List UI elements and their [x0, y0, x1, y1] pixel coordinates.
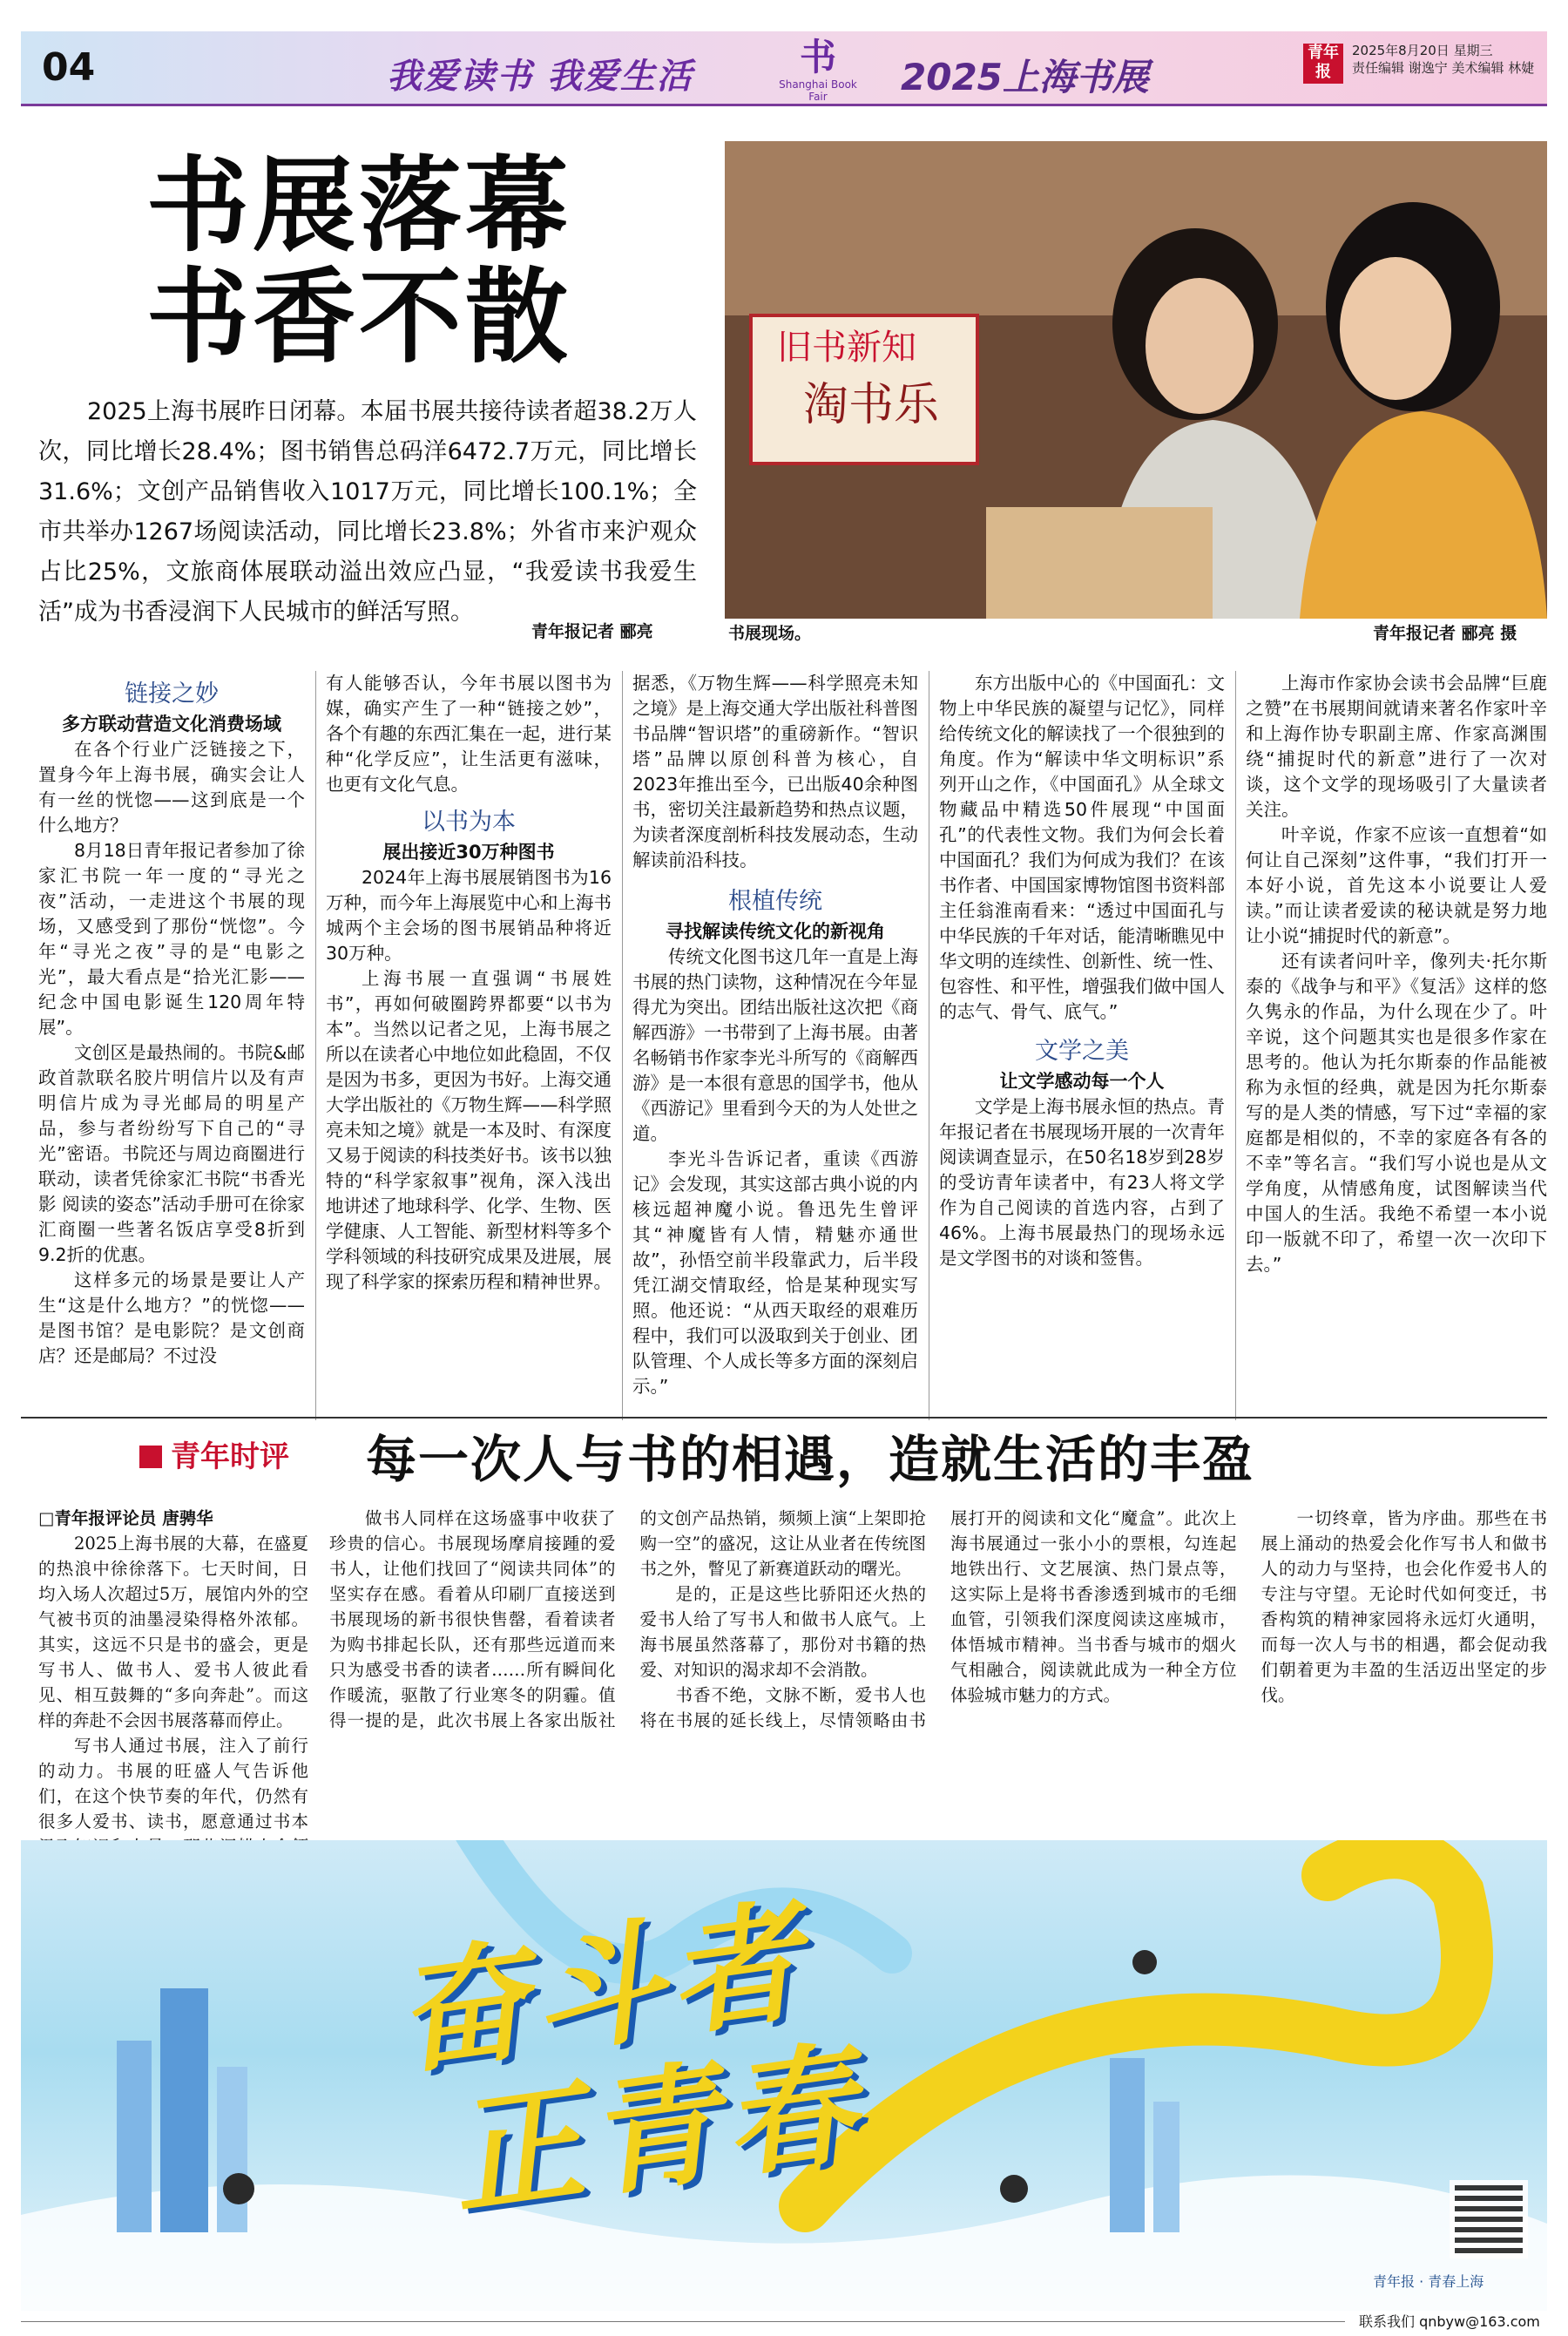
headline-line-2: 书香不散 [146, 257, 572, 377]
ad-brand: 青年报 · 青春上海 [1373, 2273, 1484, 2290]
commentary-columns [329, 1506, 1547, 1802]
commentary-title: 每一次人与书的相遇，造就生活的丰盈 [366, 1430, 1255, 1489]
article-paragraph: 东方出版中心的《中国面孔：文物上中华民族的凝望与记忆》，同样给传统文化的解读找了一个很独到的角度。作为“解读中华文明标识”系列开山之作，《中国面孔》从全球文物藏品中精选50件展现“中国面孔”的代表性文物。我们为何会长着中国面孔？我们为何成为我们？在该书作者、中国国家博物馆图书资料部主任翁淮南看来：“透过中国面孔与中华民族的千年对话，能清晰瞧见中华文明的连续性、创新性、统一性、包容性、和平性，增强我们做中国人的志气、骨气、底气。” [939, 673, 1225, 1022]
ad-slogan-line-2: 正青春 [441, 2027, 872, 2236]
issue-date: 2025年8月20日 星期三 [1352, 43, 1493, 58]
column-5 [1246, 671, 1547, 1277]
header-slogan: 我爱读书 我爱生活 [387, 57, 693, 97]
article-paragraph: 李光斗告诉记者，重读《西游记》会发现，其实这部古典小说的内核远超神魔小说。鲁迅先生曾评其“神魔皆有人情，精魅亦通世故”，孙悟空前半段靠武力，后半段凭江湖交情取经，恰是某种现实写照。他还说：“从西天取经的艰难历程中，我们可以汲取到关于创业、团队管理、个人成长等多方面的深刻启示。” [632, 1148, 918, 1397]
masthead [21, 31, 1547, 106]
footer-rule [21, 2321, 1345, 2322]
photo-caption: 书展现场。 [728, 624, 812, 643]
article-paragraph: 文创区是最热闹的。书院&邮政首款联名胶片明信片以及有声明信片成为寻光邮局的明星产品，参与者纷纷写下自己的“寻光”密语。书院还与周边商圈进行联动，读者凭徐家汇书院“书香光影 阅读的姿态”活动手册可在徐家汇商圈一些著名饭店享受8折到9.2折的优惠。 [38, 1042, 305, 1265]
section-subheading-books: 展出接近30万种图书 [382, 842, 555, 863]
column-4 [939, 671, 1225, 1271]
commentary-paragraph: 做书人同样在这场盛事中收获了珍贵的信心。书展现场摩肩接踵的爱书人，让他们找回了“阅读共同体”的坚实存在感。看着从印刷厂直接送到书展现场的新书很快售罄，看着读者为购书排起长队，还有那些远道而来只为感受书香的读者……所有瞬间化作暖流，驱散了行业寒冬的阴霾。值得一提的是，此次书展上各家出版社的文创产品热销，频频上演“上架即抢购一空”的盛况，这让从业者在传统图书之外，瞥见了新赛道跃动的曙光。 [329, 1508, 926, 1730]
commentary-byline: □青年报评论员 唐骋华 [38, 1508, 213, 1528]
article-paragraph: 上海书展一直强调“书展姓书”，再如何破圈跨界都要“以书为本”。当然以记者之见，上海书展之所以在读者心中地位如此稳固，不仅是因为书多，更因为书好。上海交通大学出版社的《万物生辉——科学照亮未知之境》就是一本及时、有深度又易于阅读的科技类好书。该书以独特的“科学家叙事”视角，深入浅出地讲述了地球科学、化学、生物、医学健康、人工智能、新型材料等多个学科领域的科技研究成果及进展，展现了科学家的探索历程和精神世界。 [326, 968, 612, 1292]
fair-title: 2025上海书展 [901, 56, 1149, 98]
section-heading-literature: 文学之美 [1035, 1038, 1129, 1065]
book-fair-logo-text: Shanghai Book Fair [779, 78, 857, 103]
article-paragraph: 这样多元的场景是要让人产生“这是什么地方？”的恍惚——是图书馆？是电影院？是文创商店？还是邮局？不过没 [38, 1270, 305, 1366]
column-3 [632, 671, 918, 1399]
main-headline [146, 146, 572, 377]
ad-slogan [387, 1882, 871, 2238]
article-paragraph: 上海市作家协会读书会品牌“巨鹿之赞”在书展期间就请来著名作家叶辛和上海作协专职副主席、作家高渊围绕“捕捉时代的新意”进行了一次对谈，这个文学的现场吸引了大量读者关注。 [1246, 673, 1547, 820]
section-heading-linking: 链接之妙 [125, 680, 219, 708]
section-subheading-tradition: 寻找解读传统文化的新视角 [666, 921, 885, 942]
lead-credit: 青年报记者 郦亮 [531, 622, 653, 641]
section-subheading-linking: 多方联动营造文化消费场域 [62, 714, 281, 735]
article-paragraph: 有人能够否认，今年书展以图书为媒，确实产生了一种“链接之妙”，各个有趣的东西汇集在一起，进行某种“化学反应”，让生活更有滋味，也更有文化气息。 [326, 673, 612, 795]
book-fair-logo [770, 37, 866, 101]
page-number: 04 [42, 45, 96, 90]
youth-ad-banner [21, 1840, 1547, 2311]
ad-slogan-line-1: 奋斗者 [386, 1886, 817, 2094]
photo-credit: 青年报记者 郦亮 摄 [1373, 624, 1517, 643]
commentary-paragraph: 写书人通过书展，注入了前行的动力。书展的旺盛人气告诉他们，在这个快节奏的年代，仍然有很多人爱书、读书，愿意通过书本 [38, 1736, 308, 1832]
photo-sign-2: 淘书乐 [803, 379, 940, 431]
article-paragraph: 还有读者问叶辛，像列夫·托尔斯泰的《战争与和平》《复活》这样的悠久隽永的作品，为什么现在少了。叶辛说，这个问题其实也是很多作家在思考的。他认为托尔斯泰的作品能被称为永恒的经典，就是因为托尔斯泰写的是人类的情感，写下过“幸福的家庭都是相似的，不幸的家庭各有各的不幸”等名言。“我们写小说也是从文学角度，从情感角度，试图解读当代中国人的生活。我绝不希望一本小说印一版就不印了，希望一次一次印下去。” [1246, 951, 1547, 1275]
article-paragraph: 8月18日青年报记者参加了徐家汇书院一年一度的“寻光之夜”活动，一走进这个书展的现场，又感受到了那份“恍惚”。今年“寻光之夜”寻的是“电影之光”，最大看点是“拾光汇影——纪念中国电影诞生120周年特展”。 [38, 840, 305, 1038]
article-paragraph: 文学是上海书展永恒的热点。青年报记者在书展现场开展的一次青年阅读调查显示，在50名18岁到28岁的受访青年读者中，有23人将文学作为自己阅读的首选内容，占到了46%。上海书展最热门的现场永远是文学图书的对谈和签售。 [939, 1096, 1225, 1269]
section-heading-tradition: 根植传统 [728, 888, 822, 915]
column-1 [38, 678, 305, 1369]
photo-illustration [725, 141, 1547, 619]
column-divider [622, 671, 623, 1420]
article-paragraph: 传统文化图书这几年一直是上海书展的热门读物，这种情况在今年显得尤为突出。团结出版社这次把《商解西游》一书带到了上海书展。由著名畅销书作家李光斗所写的《商解西游》是一本很有意思的国学书，他从《西游记》里看到今天的为人处世之道。 [632, 946, 918, 1144]
commentary-paragraph: 一切终章，皆为序曲。那些在书展上涌动的热爱会化作写书人和做书人的动力与坚持，也会化作爱书人的专注与守望。无论时代如何变迁，书香构筑的精神家园将永远灯火通明，而每一次人与书的相遇，都会促动我们朝着更为丰盈的生活迈出坚定的步伐。 [1260, 1508, 1547, 1705]
section-subheading-literature: 让文学感动每一个人 [999, 1071, 1165, 1092]
book-fair-logo-icon: 书 [799, 36, 836, 78]
section-heading-books: 以书为本 [422, 809, 516, 836]
article-paragraph: 据悉，《万物生辉——科学照亮未知之境》是上海交通大学出版社科普图书品牌“智识塔”的重磅新作。“智识塔”品牌以原创科普为核心，自2023年推出至今，已出版40余种图书，密切关注最新趋势和热点议题，为读者深度剖析科技发展动态，生动解读前沿科技。 [632, 673, 918, 870]
book-fair-photo [725, 141, 1547, 619]
issue-editors: 责任编辑 谢逸宁 美术编辑 林婕 [1352, 60, 1535, 76]
qr-code-icon [1450, 2180, 1528, 2258]
commentary-column-name: 青年时评 [171, 1439, 289, 1474]
commentary-column-tag [139, 1432, 289, 1475]
lead-paragraph: 2025上海书展昨日闭幕。本届书展共接待读者超38.2万人次，同比增长28.4%；图书销售总码洋6472.7万元，同比增长31.6%；文创产品销售收入1017万元，同比增长100.1%；全市共举办1267场阅读活动，同比增长23.8%；外省市来沪观众占比25%，文旅商体展联动溢出效应凸显，“我爱读书我爱生活”成为书香浸润下人民城市的鲜活写照。 [38, 398, 697, 626]
footer-contact: 联系我们 qnbyw@163.com [1359, 2313, 1540, 2330]
column-divider [1235, 671, 1236, 1420]
newspaper-logo: 青年报 [1303, 44, 1343, 84]
column-2 [326, 671, 612, 1295]
article-paragraph: 叶辛说，作家不应该一直想着“如何让自己深刻”这件事，“我们打开一本好小说，首先这本小说要让人爱读。”而让读者爱读的秘诀就是努力地让小说“捕捉时代的新意”。 [1246, 824, 1547, 946]
square-icon [139, 1446, 162, 1468]
issue-meta [1352, 42, 1534, 77]
commentary-paragraph: 2025上海书展的大幕，在盛夏的热浪中徐徐落下。七天时间，日均入场人次超过5万，展馆内外的空气被书页的油墨浸染得格外浓郁。其实，这远不只是书的盛会，更是写书人、做书人、爱书人彼此看见、相互鼓舞的“多向奔赴”。而这样的奔赴不会因书展落幕而停止。 [38, 1534, 308, 1730]
headline-line-1: 书展落幕 [146, 146, 572, 266]
commentary-paragraph: 书香不绝，文脉不断，爱书人也将在书展的延长线上，尽情领略由书展打开的阅读和文化“魔盒”。此次上海书展通过一张小小的票根，勾连起地铁出行、文艺展演、热门景点等，这实际上是将书香渗透到城市的毛细血管，引领我们深度阅读这座城市，体悟城市精神。当书香与城市的烟火气相融合，阅读就此成为一种全方位体验城市魅力的方式。 [639, 1508, 1237, 1730]
photo-sign-1: 旧书新知 [777, 328, 916, 368]
commentary-paragraph: 是的，正是这些比骄阳还火热的爱书人给了写书人和做书人底气。上海书展虽然落幕了，那份对书籍的热爱、对知识的渴求却不会消散。 [639, 1584, 926, 1680]
article-paragraph: 在各个行业广泛链接之下，置身今年上海书展，确实会让人有一丝的恍惚——这到底是一个什么地方？ [38, 739, 305, 836]
column-divider [315, 671, 316, 1420]
article-paragraph: 2024年上海书展展销图书为16万种，而今年上海展览中心和上海书城两个主会场的图书展销品种将近30万种。 [326, 867, 612, 964]
